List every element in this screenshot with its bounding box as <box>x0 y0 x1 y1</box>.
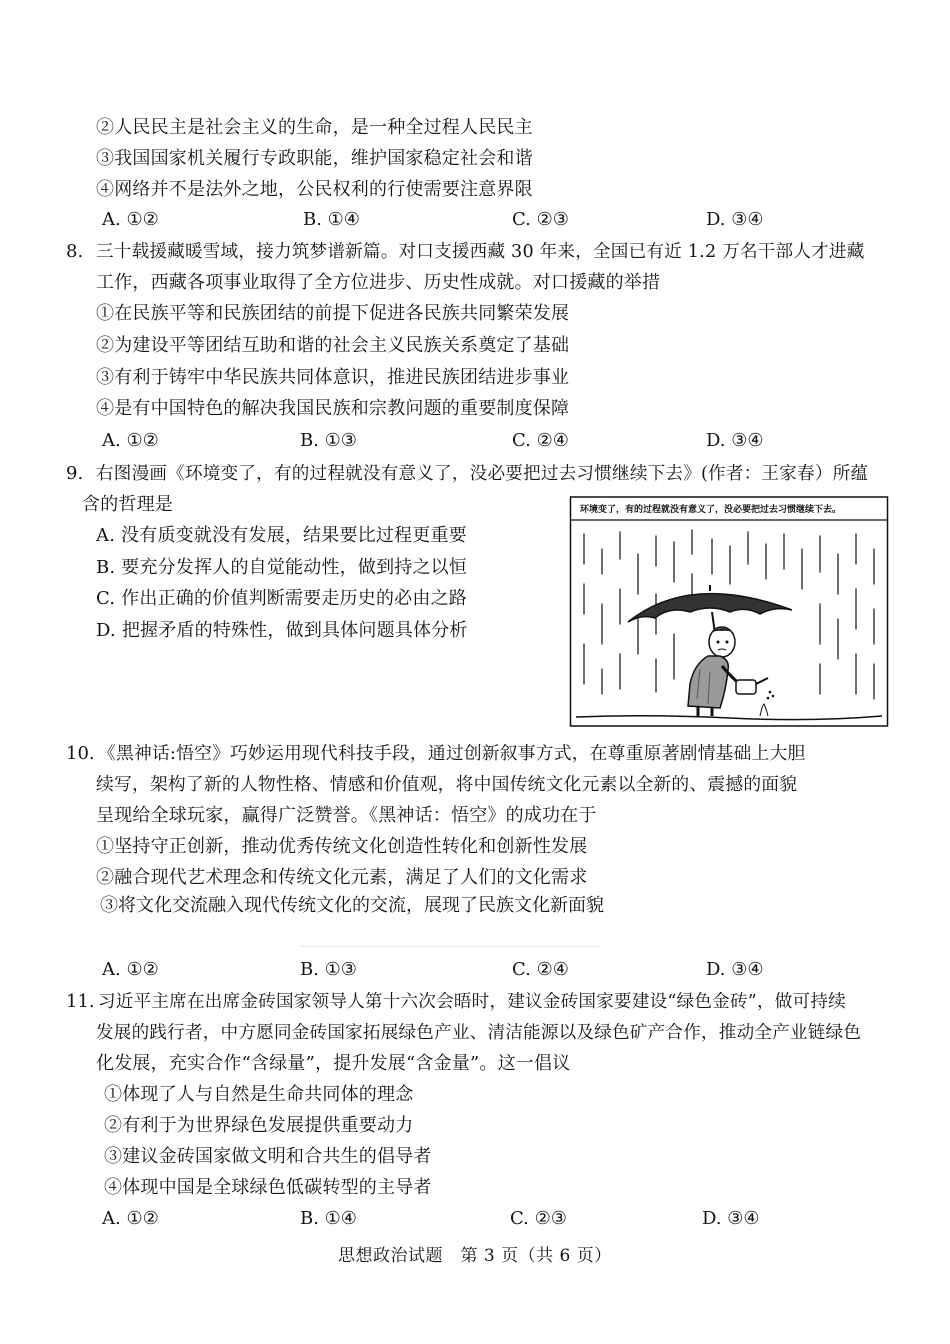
q11-stem-line3: 化发展，充实合作“含绿量”，提升发展“含金量”。这一倡议 <box>96 1053 571 1074</box>
q9-stem-line1: 右图漫画《环境变了，有的过程就没有意义了，没必要把过去习惯继续下去》(作者：王家春）所蕴 <box>96 464 869 484</box>
q7-item-4: ④网络并不是法外之地，公民权利的行使需要注意界限 <box>96 179 533 200</box>
q8-option-a: A. ①② <box>102 430 159 451</box>
q11-item-4: ④体现中国是全球绿色低碳转型的主导者 <box>104 1177 432 1198</box>
q7-option-d: D. ③④ <box>706 209 764 230</box>
q11-option-d: D. ③④ <box>702 1208 760 1229</box>
q9-cartoon <box>570 494 888 728</box>
q8-option-d: D. ③④ <box>706 430 764 451</box>
q7-option-b: B. ①④ <box>303 209 360 230</box>
q8-option-c: C. ②④ <box>512 430 569 451</box>
q10-stem-line3: 呈现给全球玩家，赢得广泛赞誉。《黑神话：悟空》的成功在于 <box>96 805 597 826</box>
q11-number: 11. <box>66 991 95 1012</box>
q11-option-b: B. ①④ <box>300 1208 357 1229</box>
q10-option-a: A. ①② <box>102 959 159 980</box>
q10-item-2: ②融合现代艺术理念和传统文化元素，满足了人们的文化需求 <box>96 867 588 888</box>
q9-option-a: A. 没有质变就没有发展，结果要比过程更重要 <box>96 525 467 546</box>
q7-option-c: C. ②③ <box>512 209 569 230</box>
q8-item-1: ①在民族平等和民族团结的前提下促进各民族共同繁荣发展 <box>96 303 570 324</box>
q10-item-1: ①坚持守正创新，推动优秀传统文化创造性转化和创新性发展 <box>96 836 588 857</box>
q10-stem-line1: 《黑神话:悟空》巧妙运用现代科技手段，通过创新叙事方式，在尊重原著剧情基础上大胆 <box>98 743 806 764</box>
q9-number: 9. <box>66 463 84 484</box>
q10-option-b: B. ①③ <box>300 959 357 980</box>
cartoon-caption: 环境变了，有的过程就没有意义了，没必要把过去习惯继续下去。 <box>580 505 842 515</box>
q8-stem-line2: 工作，西藏各项事业取得了全方位进步、历史性成就。对口援藏的举措 <box>96 272 661 293</box>
q10-item-3-cut: ③将文化交流融入现代传统文化的交流，展现了民族文化新面貌 <box>100 895 604 916</box>
q7-item-2: ②人民民主是社会主义的生命，是一种全过程人民民主 <box>96 117 533 138</box>
q9-option-d: D. 把握矛盾的特殊性，做到具体问题具体分析 <box>96 620 468 641</box>
q10-option-d: D. ③④ <box>706 959 764 980</box>
q8-item-3: ③有利于铸牢中华民族共同体意识，推进民族团结进步事业 <box>96 367 570 388</box>
q11-item-2: ②有利于为世界绿色发展提供重要动力 <box>104 1115 414 1136</box>
q9-stem-line2: 含的哲理是 <box>82 494 173 515</box>
q10-option-c: C. ②④ <box>512 959 569 980</box>
q8-stem-line1: 三十载援藏暖雪域，接力筑梦谱新篇。对口支援西藏 30 年来，全国已有近 1.2 万名干部人才进藏 <box>96 242 865 262</box>
q10-number: 10. <box>66 743 95 764</box>
q11-option-c: C. ②③ <box>510 1208 567 1229</box>
q11-option-a: A. ①② <box>102 1208 159 1229</box>
q11-item-3: ③建议金砖国家做文明和合共生的倡导者 <box>104 1146 432 1167</box>
q7-option-a: A. ①② <box>102 209 159 230</box>
page-footer: 思想政治试题 第 3 页（共 6 页） <box>338 1246 612 1266</box>
q11-stem-line2: 发展的践行者，中方愿同金砖国家拓展绿色产业、清洁能源以及绿色矿产合作，推动全产业链绿色 <box>96 1023 862 1043</box>
q9-option-c: C. 作出正确的价值判断需要走历史的必由之路 <box>96 588 467 609</box>
q10-cut-off-line <box>100 892 620 916</box>
q11-item-1: ①体现了人与自然是生命共同体的理念 <box>104 1084 414 1105</box>
q7-item-3: ③我国国家机关履行专政职能，维护国家稳定社会和谐 <box>96 148 533 169</box>
q11-stem-line1: 习近平主席在出席金砖国家领导人第十六次会晤时，建议金砖国家要建设“绿色金砖”，做可持续 <box>98 992 846 1012</box>
q8-item-2: ②为建设平等团结互助和谐的社会主义民族关系奠定了基础 <box>96 335 570 356</box>
q8-number: 8. <box>66 241 84 262</box>
q8-option-b: B. ①③ <box>300 430 357 451</box>
rain-umbrella-cartoon-image <box>570 494 888 728</box>
q10-stem-line2: 续写，架构了新的人物性格、情感和价值观，将中国传统文化元素以全新的、震撼的面貌 <box>96 774 798 795</box>
q8-item-4: ④是有中国特色的解决我国民族和宗教问题的重要制度保障 <box>96 398 570 419</box>
q9-option-b: B. 要充分发挥人的自觉能动性，做到持之以恒 <box>96 557 468 578</box>
fold-line <box>300 946 600 947</box>
